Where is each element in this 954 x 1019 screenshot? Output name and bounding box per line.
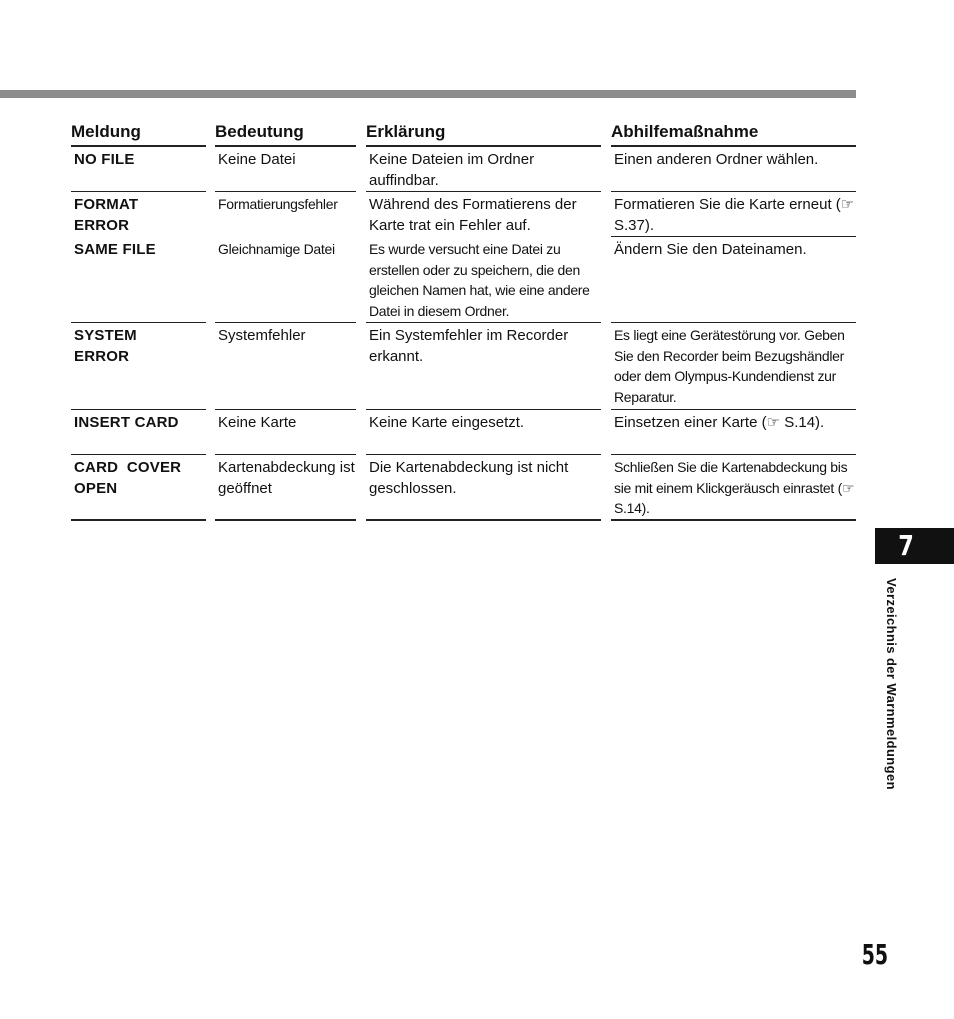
row-rule <box>611 236 856 237</box>
row-rule <box>366 409 601 410</box>
row-rule <box>611 409 856 410</box>
table-bottom-rule <box>71 519 206 521</box>
row-same-file-meldung: SAME FILE <box>74 241 156 258</box>
row-no-file-abhilfe: Einen anderen Ordner wählen. <box>614 151 819 168</box>
row-system-error-bedeutung: Systemfehler <box>218 327 306 344</box>
row-rule <box>366 322 601 323</box>
row-insert-card-abhilfe: Einsetzen einer Karte (☞ S.14). <box>614 414 825 431</box>
row-format-error-abhilfe: Formatieren Sie die Karte erneut (☞ S.37). <box>614 196 855 234</box>
row-rule <box>611 191 856 192</box>
row-rule <box>611 454 856 455</box>
row-same-file-abhilfe: Ändern Sie den Dateinamen. <box>614 241 807 258</box>
header-erklaerung: Erklärung <box>366 122 446 141</box>
row-card-cover-open-abhilfe: Schließen Sie die Kartenabdeckung bis sie mit einem Klickgeräusch einrastet (☞ S.14). <box>614 459 855 516</box>
header-rule <box>71 145 206 147</box>
row-no-file-bedeutung: Keine Datei <box>218 151 296 168</box>
row-card-cover-open-meldung: CARD COVER OPEN <box>74 459 186 497</box>
row-rule <box>71 322 206 323</box>
row-no-file-meldung: NO FILE <box>74 151 135 168</box>
table-bottom-rule <box>611 519 856 521</box>
row-same-file-erklaerung: Es wurde versucht eine Datei zu erstellen oder zu speichern, die den gleichen Namen hat, wie eine andere Datei in diesem Ordner. <box>369 241 590 319</box>
row-insert-card-meldung: INSERT CARD <box>74 414 179 431</box>
row-no-file-erklaerung: Keine Dateien im Ordner auffindbar. <box>369 151 535 189</box>
header-rule <box>611 145 856 147</box>
chapter-tab <box>875 528 954 564</box>
row-format-error-bedeutung: Formatierungsfehler <box>218 196 338 212</box>
row-rule <box>215 191 356 192</box>
row-system-error-erklaerung: Ein Systemfehler im Recorder erkannt. <box>369 327 569 365</box>
header-abhilfe: Abhilfemaßnahme <box>611 122 759 141</box>
row-rule <box>215 454 356 455</box>
row-rule <box>215 322 356 323</box>
row-format-error-erklaerung: Während des Formatierens der Karte trat ein Fehler auf. <box>369 196 577 234</box>
header-rule <box>366 145 601 147</box>
row-same-file-bedeutung: Gleichnamige Datei <box>218 241 335 257</box>
chapter-number: 7 <box>898 529 914 562</box>
table-bottom-rule <box>215 519 356 521</box>
row-insert-card-erklaerung: Keine Karte eingesetzt. <box>369 414 525 431</box>
row-rule <box>71 191 206 192</box>
row-format-error-meldung: FORMAT ERROR <box>74 196 139 234</box>
row-insert-card-bedeutung: Keine Karte <box>218 414 297 431</box>
row-rule <box>611 322 856 323</box>
row-rule <box>71 454 206 455</box>
row-system-error-abhilfe: Es liegt eine Gerätestörung vor. Geben Sie den Recorder beim Bezugshändler oder dem Olympus-Kundendienst zur Reparatur. <box>614 327 845 405</box>
row-rule <box>366 191 601 192</box>
row-rule <box>71 409 206 410</box>
chapter-title: Verzeichnis der Warnmeldungen <box>884 578 899 790</box>
page-number: 55 <box>861 938 889 971</box>
table-bottom-rule <box>366 519 601 521</box>
header-bedeutung: Bedeutung <box>215 122 304 141</box>
header-meldung: Meldung <box>71 122 141 141</box>
header-rule <box>215 145 356 147</box>
row-rule <box>215 409 356 410</box>
row-rule <box>366 454 601 455</box>
top-rule-bar <box>0 90 856 98</box>
row-card-cover-open-bedeutung: Kartenabdeckung ist geöffnet <box>218 459 355 497</box>
row-card-cover-open-erklaerung: Die Kartenabdeckung ist nicht geschlossen. <box>369 459 569 497</box>
row-system-error-meldung: SYSTEM ERROR <box>74 327 137 365</box>
